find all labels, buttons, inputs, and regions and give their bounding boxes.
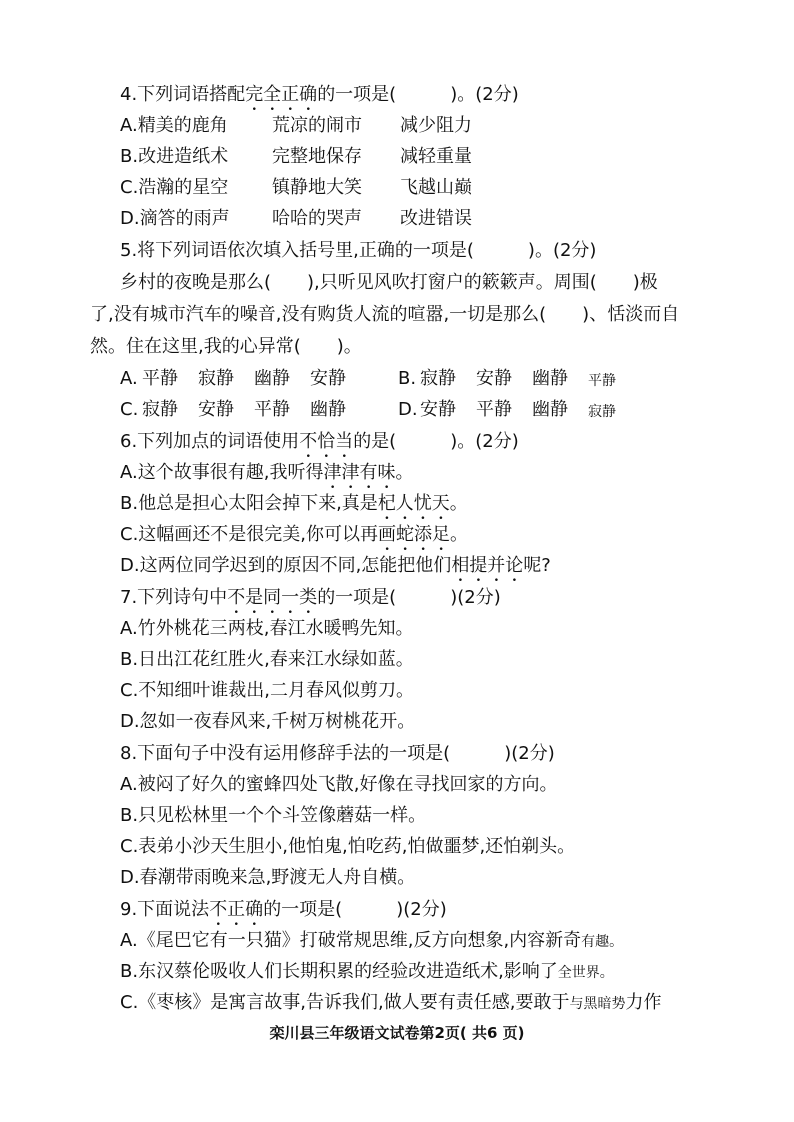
q5-option-a-label: A. — [120, 368, 138, 389]
q4-option-a-item3: 减少阻力 — [400, 115, 472, 136]
q4-option-b-item2: 完整地保存 — [272, 146, 362, 167]
q6-stem-text-end: 的是( )。(2分) — [353, 431, 519, 452]
q5-option-c-word4: 幽静 — [310, 399, 346, 420]
q5-option-d-label: D. — [398, 399, 418, 420]
q8-option-b: B.只见松林里一个个斗笠像蘑菇一样。 — [120, 805, 427, 826]
q5-option-b-word4: 平静 — [588, 373, 616, 389]
q9-option-c-small: 与黑暗势 — [569, 996, 626, 1012]
q9-option-b — [120, 960, 614, 985]
q4-option-c-item1: C.浩瀚的星空 — [120, 177, 229, 198]
q8-option-a: A.被闷了好久的蜜蜂四处飞散,好像在寻找回家的方向。 — [120, 774, 558, 795]
q4-option-d-item2: 哈哈的哭声 — [272, 208, 362, 229]
q5-option-d-word4: 寂静 — [588, 404, 616, 420]
q9-option-a-tail: 有趣。 — [581, 934, 624, 950]
q4-option-b-item3: 减轻重量 — [400, 146, 472, 167]
q7-option-b: B.日出江花红胜火,春来江水绿如蓝。 — [120, 649, 414, 670]
q8-option-d: D.春潮带雨晚来急,野渡无人舟自横。 — [120, 867, 416, 888]
q5-option-c-word3: 平静 — [254, 399, 290, 420]
q6-stem-emphasis: 不恰当 — [299, 431, 354, 452]
q7-option-a: A.竹外桃花三两枝,春江水暖鸭先知。 — [120, 618, 414, 639]
q5-option-b-word1: 寂静 — [420, 368, 456, 389]
q6-stem-text: 6.下列加点的词语使用 — [120, 431, 300, 452]
q4-option-a-item1: A.精美的鹿角 — [120, 115, 228, 136]
q6-option-c-emphasis: 画蛇添足 — [378, 524, 451, 545]
q8-option-c: C.表弟小沙天生胆小,他怕鬼,怕吃药,怕做噩梦,还怕剃头。 — [120, 836, 576, 857]
q9-option-b-tail: 全世界。 — [557, 965, 614, 981]
q9-stem — [120, 898, 447, 930]
q6-option-a — [120, 461, 413, 493]
q7-stem-text-end: 的一项是( )(2分) — [317, 587, 501, 608]
q6-option-b-text: B.他总是担心太阳会掉下来,真是 — [120, 493, 378, 514]
q4-option-d-item3: 改进错误 — [400, 208, 472, 229]
q9-stem-text-end: 的一项是( )(2分) — [263, 899, 447, 920]
q6-option-a-end: 。 — [395, 462, 414, 483]
q9-stem-text: 9.下面说法 — [120, 899, 210, 920]
q6-option-d-end: 呢? — [523, 555, 551, 576]
q5-option-c-word1: 寂静 — [142, 399, 178, 420]
q5-option-d-word3: 幽静 — [532, 399, 568, 420]
q5-option-d-word2: 平静 — [476, 399, 512, 420]
q6-option-b — [120, 492, 468, 524]
q5-passage-line2: 了,没有城市汽车的噪音,没有购货人流的喧嚣,一切是那么( )、恬淡而自 — [90, 304, 680, 325]
q5-option-a-word4: 安静 — [310, 368, 346, 389]
q6-option-c — [120, 523, 468, 555]
q6-option-a-emphasis: 津津有味 — [323, 462, 396, 483]
q6-option-a-text: A.这个故事很有趣,我听得 — [120, 462, 324, 483]
q7-option-d: D.忽如一夜春风来,千树万树桃花开。 — [120, 711, 416, 732]
q6-stem — [120, 430, 519, 462]
q9-option-c — [120, 991, 661, 1016]
q9-option-c-text: C.《枣核》是寓言故事,告诉我们,做人要有责任感,要敢于 — [120, 992, 570, 1013]
q7-stem — [120, 586, 501, 618]
q6-option-d-emphasis: 相提并论 — [451, 555, 524, 576]
q8-stem: 8.下面句子中没有运用修辞手法的一项是( )(2分) — [120, 743, 555, 764]
q5-option-b-label: B. — [398, 368, 417, 389]
q6-option-c-end: 。 — [450, 524, 469, 545]
q5-option-a-word2: 寂静 — [198, 368, 234, 389]
q9-stem-emphasis: 不正确 — [209, 899, 264, 920]
q6-option-b-end: 。 — [449, 493, 468, 514]
q5-option-a-word1: 平静 — [142, 368, 178, 389]
q9-option-a — [120, 929, 623, 954]
q6-option-b-emphasis: 杞人忧天 — [377, 493, 450, 514]
q6-option-c-text: C.这幅画还不是很完美,你可以再 — [120, 524, 379, 545]
q4-stem-emphasis: 完全正确 — [245, 84, 318, 105]
q7-stem-emphasis: 不是同一类 — [227, 587, 318, 608]
q9-option-c-tail: 力作 — [625, 992, 662, 1013]
q4-stem — [120, 83, 519, 115]
q9-option-a-text: A.《尾巴它有一只猫》打破常规思维,反方向想象,内容新奇 — [120, 930, 582, 951]
q4-option-c-item2: 镇静地大笑 — [272, 177, 362, 198]
q5-option-b-word2: 安静 — [476, 368, 512, 389]
q5-passage-line3: 然。住在这里,我的心异常( )。 — [90, 336, 362, 357]
page-footer: 栾川县三年级语文试卷第2页( 共6 页) — [269, 1024, 525, 1042]
q5-option-c-label: C. — [120, 399, 139, 420]
q9-option-b-text: B.东汉蔡伦吸收人们长期积累的经验改进造纸术,影响了 — [120, 961, 558, 982]
q5-option-c-word2: 安静 — [198, 399, 234, 420]
q4-stem-text-end: 的一项是( )。(2分) — [317, 84, 519, 105]
q7-stem-text: 7.下列诗句中 — [120, 587, 228, 608]
q5-stem: 5.将下列词语依次填入括号里,正确的一项是( )。(2分) — [120, 240, 597, 261]
q5-option-b-word3: 幽静 — [532, 368, 568, 389]
q4-stem-text: 4.下列词语搭配 — [120, 84, 246, 105]
q5-option-a-word3: 幽静 — [254, 368, 290, 389]
q5-passage-line1: 乡村的夜晚是那么( ),只听见风吹打窗户的簌簌声。周围( )极 — [120, 272, 658, 293]
q6-option-d — [120, 554, 551, 586]
q5-option-d-word1: 安静 — [420, 399, 456, 420]
q4-option-d-item1: D.滴答的雨声 — [120, 208, 230, 229]
q4-option-a-item2: 荒凉的闹市 — [272, 115, 362, 136]
q4-option-b-item1: B.改进造纸术 — [120, 146, 229, 167]
q4-option-c-item3: 飞越山巅 — [400, 177, 472, 198]
q7-option-c: C.不知细叶谁裁出,二月春风似剪刀。 — [120, 680, 415, 701]
q6-option-d-text: D.这两位同学迟到的原因不同,怎能把他们 — [120, 555, 452, 576]
